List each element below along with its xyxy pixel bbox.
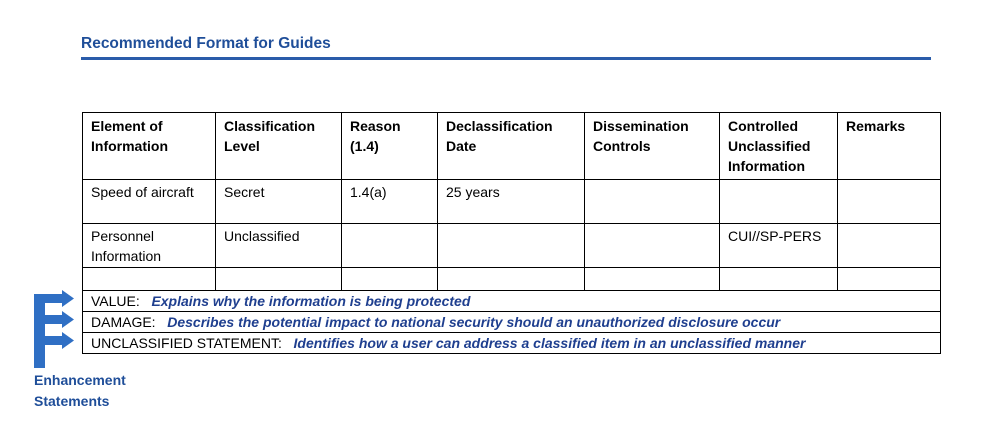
table-cell: Personnel Information [83, 224, 216, 268]
enhancement-text: Identifies how a user can address a classified item in an unclassified manner [293, 335, 806, 351]
header-dissemination-controls: Dissemination Controls [585, 113, 720, 180]
table-cell [585, 268, 720, 291]
table-row [83, 224, 941, 268]
table-cell: CUI//SP-PERS [720, 224, 838, 268]
table-cell: 1.4(a) [342, 180, 438, 224]
enhancement-label: VALUE: [91, 293, 140, 309]
enhancement-statements-caption: Enhancement Statements [34, 372, 126, 409]
table-cell: Speed of aircraft [83, 180, 216, 224]
table-cell [838, 268, 941, 291]
table-cell [585, 224, 720, 268]
table-cell [342, 224, 438, 268]
enhancement-row-unclassified-statement [83, 333, 941, 354]
enhancement-row-damage [83, 312, 941, 333]
header-element-of-information: Element of Information [83, 113, 216, 180]
enhancement-label: UNCLASSIFIED STATEMENT: [91, 335, 282, 351]
table-cell: 25 years [438, 180, 585, 224]
table-header-row [83, 113, 941, 180]
header-controlled-unclassified-information: Controlled Unclassified Information [720, 113, 838, 180]
page-heading: Recommended Format for Guides [81, 35, 331, 52]
heading-underline [81, 57, 931, 60]
bracket-arrows-icon [28, 290, 76, 370]
header-declassification-date: Declassification Date [438, 113, 585, 180]
enhancement-row-value [83, 291, 941, 312]
classification-guide-table [82, 112, 941, 354]
table-row [83, 268, 941, 291]
table-cell [720, 268, 838, 291]
table-cell [838, 180, 941, 224]
table-cell: Unclassified [216, 224, 342, 268]
enhancement-label: DAMAGE: [91, 314, 156, 330]
table-cell [438, 224, 585, 268]
header-classification-level: Classification Level [216, 113, 342, 180]
table-cell [83, 268, 216, 291]
table-cell [585, 180, 720, 224]
header-reason: Reason (1.4) [342, 113, 438, 180]
table-cell [216, 268, 342, 291]
table-row [83, 180, 941, 224]
enhancement-text: Explains why the information is being protected [151, 293, 471, 309]
table-cell [838, 224, 941, 268]
enhancement-text: Describes the potential impact to national security should an unauthorized disclosure occur [167, 314, 781, 330]
header-remarks: Remarks [838, 113, 941, 180]
table-cell [720, 180, 838, 224]
table-cell: Secret [216, 180, 342, 224]
table-cell [342, 268, 438, 291]
table-cell [438, 268, 585, 291]
